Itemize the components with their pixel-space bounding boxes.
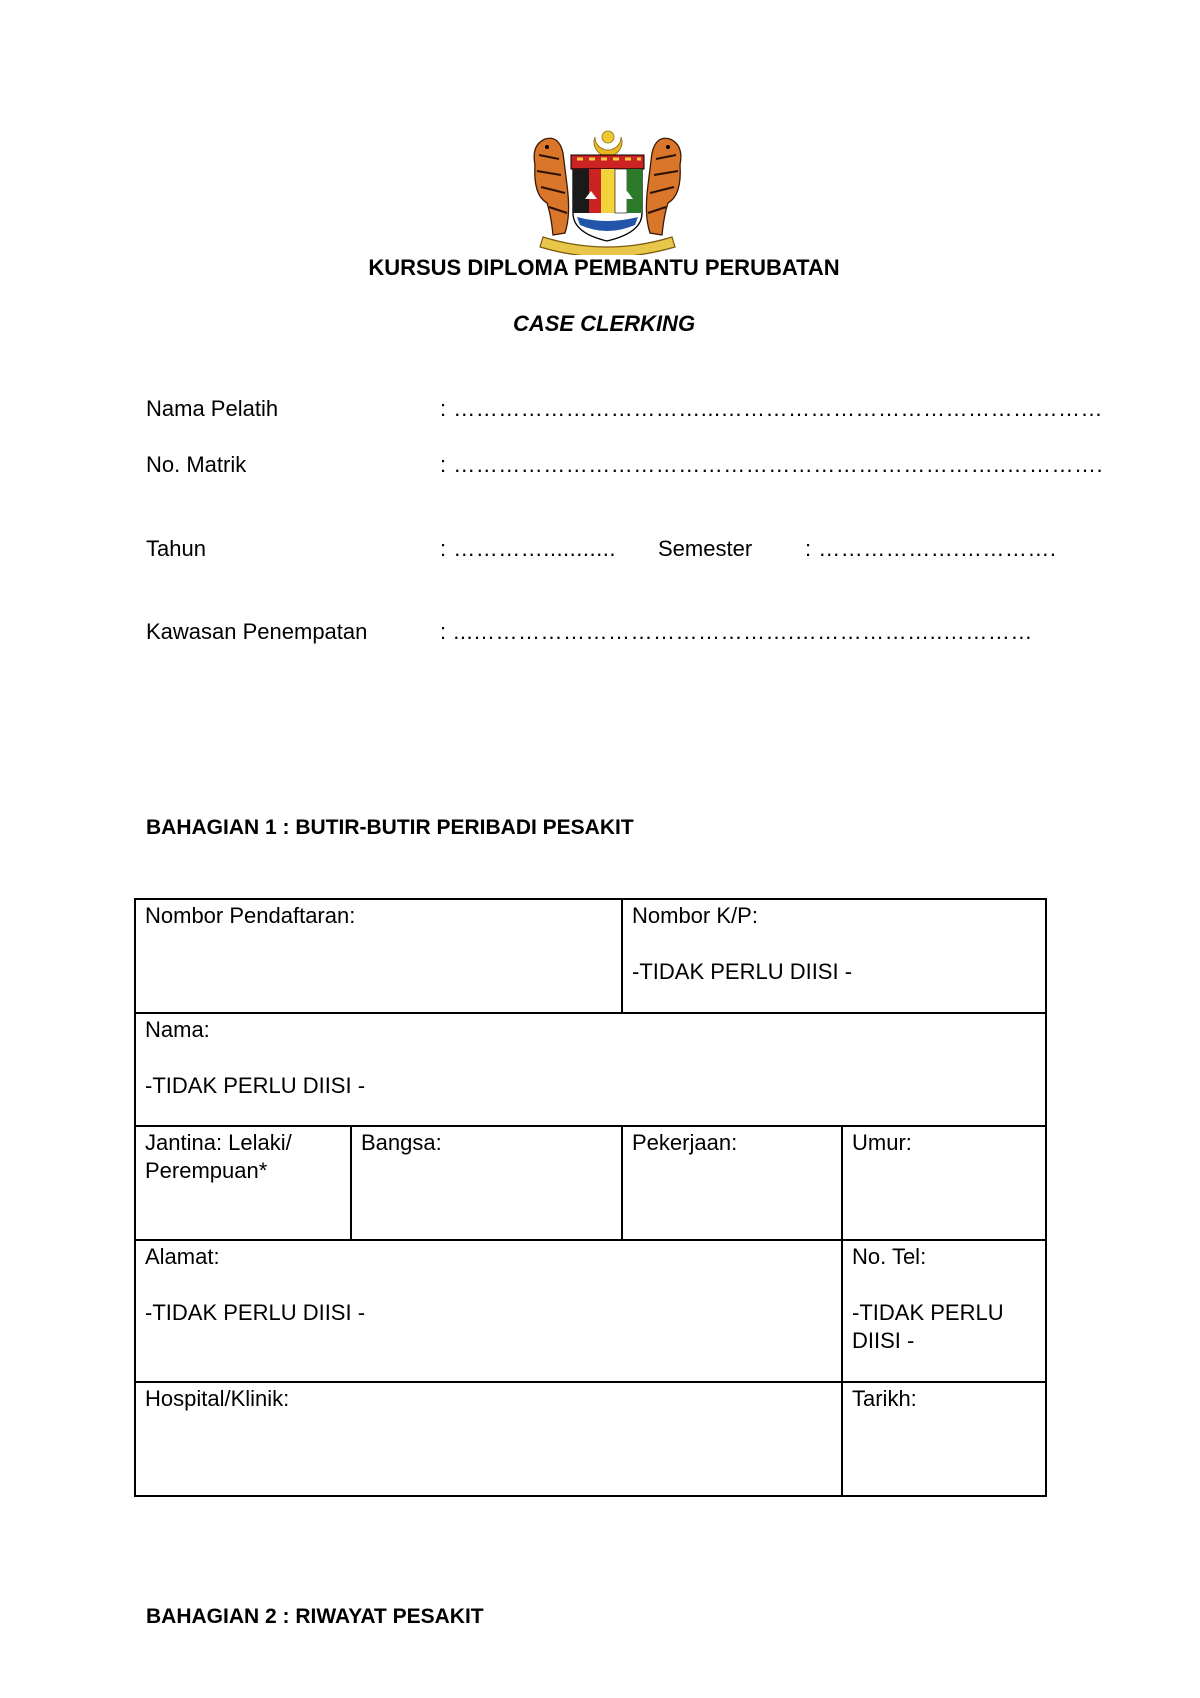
table-row [135,1240,1046,1382]
document-subtitle: CASE CLERKING [512,311,696,336]
nama-label: Nama: [145,1017,210,1042]
patient-details-table [134,898,1047,1497]
alamat-cell[interactable] [135,1240,842,1382]
semester-label: Semester [658,536,753,561]
alamat-note: -TIDAK PERLU DIISI - [145,1300,366,1325]
coat-of-arms-logo [525,125,690,255]
section-2-heading: BAHAGIAN 2 : RIWAYAT PESAKIT [146,1605,484,1628]
no-tel-label: No. Tel: [852,1244,927,1269]
no-tel-note: -TIDAK PERLU DIISI - [852,1300,1004,1353]
nombor-kp-label: Nombor K/P: [632,903,758,928]
semester-field[interactable]: : ……………….…………. [805,536,1057,561]
alamat-label: Alamat: [145,1244,220,1269]
nombor-pendaftaran-label: Nombor Pendaftaran: [145,903,356,928]
pekerjaan-cell[interactable] [622,1126,842,1240]
tahun-field[interactable]: : …………........... [440,536,616,561]
jantina-label: Jantina: Lelaki/ Perempuan* [145,1130,292,1183]
tahun-label: Tahun [146,536,206,561]
nama-pelatih-label: Nama Pelatih [146,396,279,421]
bangsa-label: Bangsa: [361,1130,442,1155]
jantina-cell[interactable] [135,1126,351,1240]
no-matrik-label: No. Matrik [146,452,247,477]
no-tel-cell[interactable] [842,1240,1046,1382]
bangsa-cell[interactable] [351,1126,622,1240]
table-row [135,899,1046,1013]
no-matrik-field[interactable]: : ………………………………………………………………..…………. [440,452,1104,477]
nombor-kp-cell[interactable] [622,899,1046,1013]
hospital-klinik-label: Hospital/Klinik: [145,1386,290,1411]
umur-label: Umur: [852,1130,912,1155]
tarikh-cell[interactable] [842,1382,1046,1496]
nama-pelatih-field[interactable]: : ……………………………...…………………………………………… [440,396,1104,421]
kawasan-penempatan-field[interactable]: : ...…………………………………….………………..………… [440,619,1033,644]
course-title: KURSUS DIPLOMA PEMBANTU PERUBATAN [368,255,840,280]
nama-cell[interactable] [135,1013,1046,1126]
table-row [135,1126,1046,1240]
nombor-kp-note: -TIDAK PERLU DIISI - [632,959,853,984]
table-row [135,1382,1046,1496]
section-1-heading: BAHAGIAN 1 : BUTIR-BUTIR PERIBADI PESAKIT [146,816,634,839]
hospital-klinik-cell[interactable] [135,1382,842,1496]
tarikh-label: Tarikh: [852,1386,917,1411]
kawasan-penempatan-label: Kawasan Penempatan [146,619,368,644]
nama-note: -TIDAK PERLU DIISI - [145,1073,366,1098]
umur-cell[interactable] [842,1126,1046,1240]
pekerjaan-label: Pekerjaan: [632,1130,738,1155]
table-row [135,1013,1046,1126]
nombor-pendaftaran-cell[interactable] [135,899,622,1013]
